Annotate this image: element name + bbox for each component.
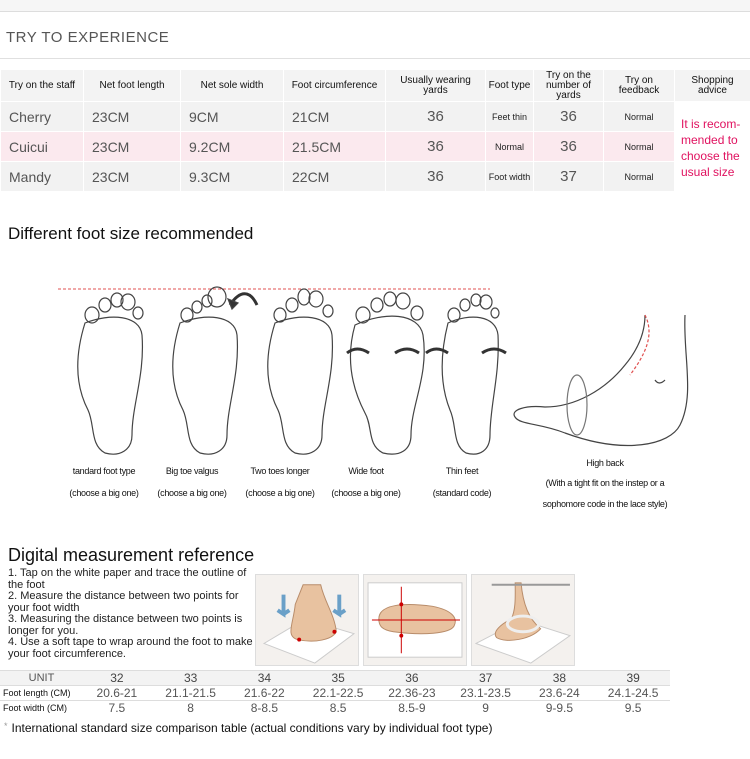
foot-length: 23CM (84, 132, 181, 162)
width-label: Foot width (CM) (0, 701, 80, 716)
high-back-label: High back (586, 458, 624, 468)
measure-title: Digital measurement reference (8, 545, 255, 565)
foot-type-advice: (choose a big one) (245, 488, 315, 498)
wide-foot-icon (347, 292, 424, 454)
length-cell: 24.1-24.5 (596, 686, 670, 701)
try-feedback: Normal (604, 132, 675, 162)
width-cell: 9-9.5 (523, 701, 597, 716)
size-note-text: International standard size comparison table (actual conditions vary by individual foot type) (11, 721, 493, 735)
width-cell: 8.5-9 (375, 701, 449, 716)
asterisk-icon: * (4, 721, 8, 731)
header-cell: Shopping advice (675, 70, 750, 102)
foot-length: 23CM (84, 162, 181, 192)
recommend-title: Different foot size recommended (8, 224, 254, 243)
foot-type-label: tandard foot type (72, 466, 136, 476)
size-note (4, 721, 492, 735)
header-cell: Usually wearing yards (386, 70, 486, 102)
length-cell: 22.1-22.5 (301, 686, 375, 701)
section-title: TRY TO EXPERIENCE (6, 29, 170, 46)
try-feedback: Normal (604, 162, 675, 192)
foot-type: Feet thin (486, 102, 534, 132)
measure-step: 2. Measure the distance between two points for your foot width (8, 590, 239, 614)
staff-try-on-table (0, 69, 750, 192)
length-cell: 20.6-21 (80, 686, 154, 701)
foot-type: Normal (486, 132, 534, 162)
sole-width: 9CM (181, 102, 284, 132)
sole-width: 9.3CM (181, 162, 284, 192)
length-cell: 22.36-23 (375, 686, 449, 701)
foot-type-advice: (choose a big one) (69, 488, 139, 498)
header-cell: Try on the number of yards (534, 70, 604, 102)
size-cell: 35 (301, 671, 375, 686)
try-feedback: Normal (604, 102, 675, 132)
width-cell: 7.5 (80, 701, 154, 716)
length-cell: 21.1-21.5 (154, 686, 228, 701)
foot-type-advice: (standard code) (432, 488, 492, 498)
foot-type-label: Wide foot (348, 466, 384, 476)
foot-type: Foot width (486, 162, 534, 192)
table-row (0, 701, 670, 716)
high-back-advice: sophomore code in the lace style) (542, 499, 668, 509)
measure-steps (8, 568, 258, 660)
header-cell: Net foot length (84, 70, 181, 102)
size-cell: 33 (154, 671, 228, 686)
measure-photo-tape (471, 574, 575, 666)
length-label: Foot length (CM) (0, 686, 80, 701)
size-cell: 36 (375, 671, 449, 686)
staff-name: Cherry (1, 102, 84, 132)
measure-step: 4. Use a soft tape to wrap around the foot to make your foot circumference. (8, 636, 253, 660)
foot-type-advice: (choose a big one) (331, 488, 401, 498)
size-cell: 38 (523, 671, 597, 686)
title-underline (0, 58, 750, 59)
standard-foot-icon (78, 293, 143, 454)
measure-step: 1. Tap on the white paper and trace the outline of the foot (8, 567, 247, 591)
high-back-foot-icon (514, 315, 688, 445)
size-comparison-table (0, 670, 670, 716)
header-cell: Foot type (486, 70, 534, 102)
shopping-advice: It is recom-mended to choose the usual size (675, 102, 750, 192)
size-cell: 34 (228, 671, 302, 686)
size-cell: 37 (449, 671, 523, 686)
header-cell: Net sole width (181, 70, 284, 102)
staff-name: Cuicui (1, 132, 84, 162)
try-yards: 36 (534, 102, 604, 132)
staff-name: Mandy (1, 162, 84, 192)
width-cell: 8 (154, 701, 228, 716)
big-toe-valgus-icon (173, 287, 257, 454)
length-cell: 21.6-22 (228, 686, 302, 701)
usual-yards: 36 (386, 132, 486, 162)
header-cell: Try on the staff (1, 70, 84, 102)
try-yards: 37 (534, 162, 604, 192)
header-cell: Try on feedback (604, 70, 675, 102)
sole-width: 9.2CM (181, 132, 284, 162)
thin-foot-icon (426, 294, 506, 454)
foot-type-label: Thin feet (445, 466, 479, 476)
foot-types-illustration (50, 275, 700, 465)
usual-yards: 36 (386, 102, 486, 132)
width-cell: 8.5 (301, 701, 375, 716)
unit-label: UNIT (0, 671, 80, 686)
staff-table-header (1, 70, 750, 102)
measure-photo-trace (255, 574, 359, 666)
width-cell: 8-8.5 (228, 701, 302, 716)
foot-type-label: Big toe valgus (165, 466, 219, 476)
size-cell: 39 (596, 671, 670, 686)
foot-circumference: 21.5CM (284, 132, 386, 162)
measure-photo-width (363, 574, 467, 666)
table-row (1, 132, 750, 162)
size-cell: 32 (80, 671, 154, 686)
try-yards: 36 (534, 132, 604, 162)
table-row (0, 671, 670, 686)
high-back-advice: (With a tight fit on the instep or a (545, 478, 665, 488)
foot-circumference: 21CM (284, 102, 386, 132)
usual-yards: 36 (386, 162, 486, 192)
length-cell: 23.1-23.5 (449, 686, 523, 701)
table-row (1, 102, 750, 132)
foot-circumference: 22CM (284, 162, 386, 192)
table-row (1, 162, 750, 192)
foot-length: 23CM (84, 102, 181, 132)
header-cell: Foot circumference (284, 70, 386, 102)
measure-step: 3. Measuring the distance between two points is longer for you. (8, 613, 243, 637)
length-cell: 23.6-24 (523, 686, 597, 701)
foot-type-advice: (choose a big one) (157, 488, 227, 498)
top-divider (0, 0, 750, 12)
width-cell: 9.5 (596, 701, 670, 716)
table-row (0, 686, 670, 701)
foot-type-label: Two toes longer (250, 466, 310, 476)
two-toes-longer-icon (268, 289, 333, 454)
width-cell: 9 (449, 701, 523, 716)
